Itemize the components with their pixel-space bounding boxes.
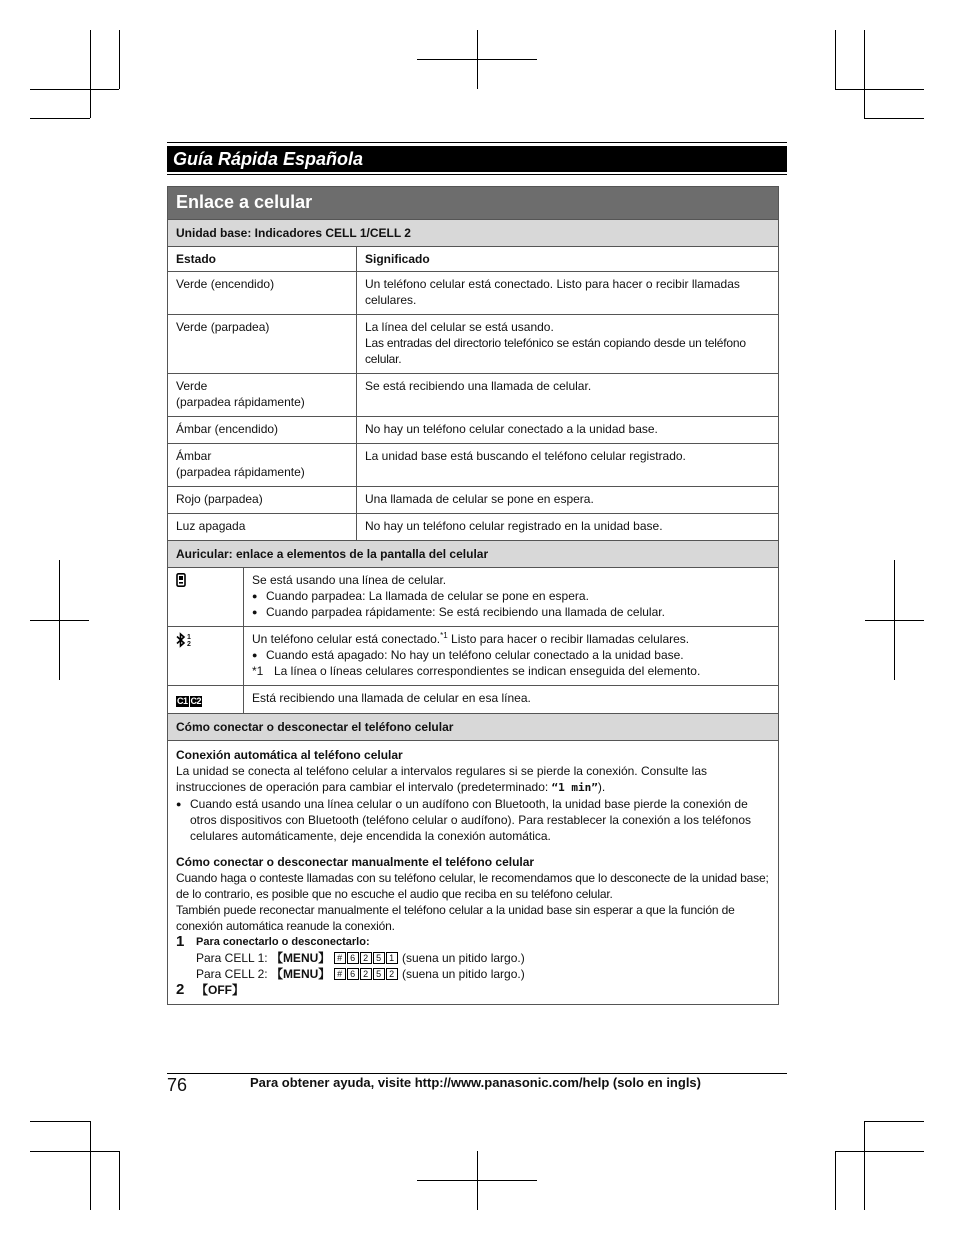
paragraph-text: La unidad se conecta al teléfono celular a intervalos regulares si se pierde la conexión. Consulte las instrucciones de operación para cambiar el intervalo (predeterminado: xyxy=(176,764,707,794)
meaning-cell: No hay un teléfono celular conectado a la unidad base. xyxy=(365,422,658,436)
beep-note: (suena un pitido largo.) xyxy=(398,951,525,965)
state-line: (parpadea rápidamente) xyxy=(176,395,305,409)
state-cell xyxy=(168,444,357,486)
step-1 xyxy=(176,934,770,982)
crop-mark xyxy=(30,620,89,621)
bullet-item: ● Cuando parpadea rápidamente: Se está recibiendo una llamada de celular. xyxy=(252,604,770,620)
icon-subscript: 1 xyxy=(187,634,191,641)
footnote-ref: *1 xyxy=(440,631,448,640)
state-cell: Ámbar (encendido) xyxy=(168,417,357,443)
description-cell: Está recibiendo una llamada de celular en esa línea. xyxy=(252,691,531,705)
step-content xyxy=(196,934,770,982)
crop-mark xyxy=(835,1151,836,1210)
step-number: 2 xyxy=(176,981,185,998)
meaning-cell xyxy=(357,315,778,373)
table-row xyxy=(168,568,778,627)
state-cell: Luz apagada xyxy=(168,514,357,540)
menu-key: 【MENU】 xyxy=(270,967,331,981)
key-2: 2 xyxy=(386,968,398,980)
crop-mark xyxy=(865,620,924,621)
table-row xyxy=(168,315,778,374)
crop-mark xyxy=(119,1151,120,1210)
state-line: Ámbar xyxy=(176,449,212,463)
table-row xyxy=(168,444,778,487)
step-title: Para conectarlo o desconectarlo: xyxy=(196,936,370,948)
cell1-icon: C1 xyxy=(177,696,188,706)
state-line: (parpadea rápidamente) xyxy=(176,465,305,479)
key-1: 1 xyxy=(386,952,398,964)
header-rule xyxy=(167,142,787,143)
crop-mark xyxy=(30,118,90,119)
icon-cell xyxy=(168,627,244,685)
icon-cell xyxy=(168,568,244,626)
auto-connect-paragraph xyxy=(176,763,770,796)
cell2-icon: C2 xyxy=(190,696,202,706)
crop-mark xyxy=(864,30,865,118)
crop-mark xyxy=(835,30,836,89)
bullet-item: ● Cuando está usando una línea celular o un audífono con Bluetooth, la unidad base pierde la conexión de otros dispositivos con Bluetooth (teléfono celular o audífono). Para restablecer la conexión a los teléfonos celulares automáticamente, deje encendida la conexión automática. xyxy=(176,796,770,844)
menu-key: 【MENU】 xyxy=(270,951,331,965)
crop-mark xyxy=(30,1121,90,1122)
key-hash: # xyxy=(334,968,346,980)
footnote-key: *1 xyxy=(252,664,264,678)
table-header-row xyxy=(168,247,778,272)
table-row xyxy=(168,686,778,714)
state-cell: Verde (parpadea) xyxy=(168,315,357,373)
state-cell: Rojo (parpadea) xyxy=(168,487,357,513)
cell-label: Para CELL 2: xyxy=(196,967,271,981)
default-interval: “1 min” xyxy=(551,781,598,794)
cell2-instruction xyxy=(196,966,770,982)
cell-phone-icon xyxy=(176,573,186,587)
crop-mark xyxy=(417,59,537,60)
key-5: 5 xyxy=(373,968,385,980)
key-hash: # xyxy=(334,952,346,964)
crop-mark xyxy=(90,1121,91,1210)
cell-label: Para CELL 1: xyxy=(196,951,271,965)
crop-mark xyxy=(864,118,924,119)
meaning-cell: Una llamada de celular se pone en espera. xyxy=(365,492,594,506)
state-cell: Verde (encendido) xyxy=(168,272,357,314)
table-row xyxy=(168,627,778,686)
section-title: Enlace a celular xyxy=(168,187,778,220)
page-number: 76 xyxy=(167,1075,188,1095)
manual-connect-title: Cómo conectar o desconectar manualmente el teléfono celular xyxy=(176,855,535,869)
manual-paragraph: También puede reconectar manualmente el teléfono celular a la unidad base sin esperar a que la función de conexión automática reanude la conexión. xyxy=(176,903,735,933)
key-2: 2 xyxy=(360,952,372,964)
description-text: Un teléfono celular está conectado. xyxy=(252,632,441,646)
table-row xyxy=(168,417,778,444)
table-row xyxy=(168,514,778,541)
crop-mark xyxy=(835,1151,924,1152)
meaning-cell: Se está recibiendo una llamada de celular. xyxy=(365,379,592,393)
help-text: Para obtener ayuda, visite http://www.panasonic.com/help (solo en ingls) xyxy=(250,1075,701,1090)
meaning-cell: Un teléfono celular está conectado. Listo para hacer o recibir llamadas celulares. xyxy=(365,277,740,307)
handset-heading: Auricular: enlace a elementos de la pantalla del celular xyxy=(168,541,778,568)
col-meaning-header: Significado xyxy=(365,252,430,266)
step-number: 1 xyxy=(176,933,185,950)
description-line xyxy=(252,631,770,647)
bluetooth-icon xyxy=(176,632,186,648)
header-title: Guía Rápida Española xyxy=(167,146,787,172)
table-row xyxy=(168,487,778,514)
page-header xyxy=(167,142,787,176)
cell-link-section xyxy=(167,186,779,1005)
state-cell xyxy=(168,374,357,416)
crop-mark xyxy=(835,89,924,90)
connect-body xyxy=(168,741,778,1004)
bullet-item: ● Cuando parpadea: La llamada de celular se pone en espera. xyxy=(252,588,770,604)
description-line: Se está usando una línea de celular. xyxy=(252,573,447,587)
col-state-header: Estado xyxy=(168,247,357,271)
off-key: 【OFF】 xyxy=(196,983,244,997)
meaning-cell: La unidad base está buscando el teléfono celular registrado. xyxy=(365,449,686,463)
crop-mark xyxy=(90,30,91,118)
icon-cell xyxy=(168,686,244,713)
crop-mark xyxy=(864,1121,924,1122)
meaning-line: La línea del celular se está usando. xyxy=(365,320,554,334)
table-row xyxy=(168,374,778,417)
table-row xyxy=(168,272,778,315)
beep-note: (suena un pitido largo.) xyxy=(398,967,525,981)
crop-mark xyxy=(417,1180,537,1181)
manual-paragraph: Cuando haga o conteste llamadas con su teléfono celular, le recomendamos que lo desconecte de la unidad base; de lo contrario, es posible que no escuche el audio que reciba en su teléfono celular. xyxy=(176,871,769,901)
key-6: 6 xyxy=(347,952,359,964)
crop-mark xyxy=(30,89,119,90)
base-unit-heading: Unidad base: Indicadores CELL 1/CELL 2 xyxy=(168,220,778,247)
paragraph-text: ). xyxy=(597,780,606,794)
description-cell xyxy=(244,568,778,626)
step-2 xyxy=(176,982,770,998)
crop-mark xyxy=(119,30,120,89)
cell1-instruction xyxy=(196,950,770,966)
meaning-line: Las entradas del directorio telefónico se están copiando desde un teléfono celular. xyxy=(365,336,746,366)
description-text: Listo para hacer o recibir llamadas celulares. xyxy=(447,632,690,646)
icon-subscript: 2 xyxy=(187,641,191,648)
header-rule xyxy=(167,174,787,175)
meaning-cell: No hay un teléfono celular registrado en la unidad base. xyxy=(365,519,663,533)
auto-connect-title: Conexión automática al teléfono celular xyxy=(176,748,403,762)
crop-mark xyxy=(864,1121,865,1210)
footnote xyxy=(252,663,770,679)
description-cell xyxy=(244,627,778,685)
footnote-text: La línea o líneas celulares correspondientes se indican enseguida del elemento. xyxy=(274,664,701,678)
connect-heading: Cómo conectar o desconectar el teléfono celular xyxy=(168,714,778,741)
state-line: Verde xyxy=(176,379,208,393)
key-5: 5 xyxy=(373,952,385,964)
bullet-item: ● Cuando está apagado: No hay un teléfono celular conectado a la unidad base. xyxy=(252,647,770,663)
footer-rule xyxy=(167,1073,787,1074)
key-6: 6 xyxy=(347,968,359,980)
key-2: 2 xyxy=(360,968,372,980)
crop-mark xyxy=(30,1151,119,1152)
